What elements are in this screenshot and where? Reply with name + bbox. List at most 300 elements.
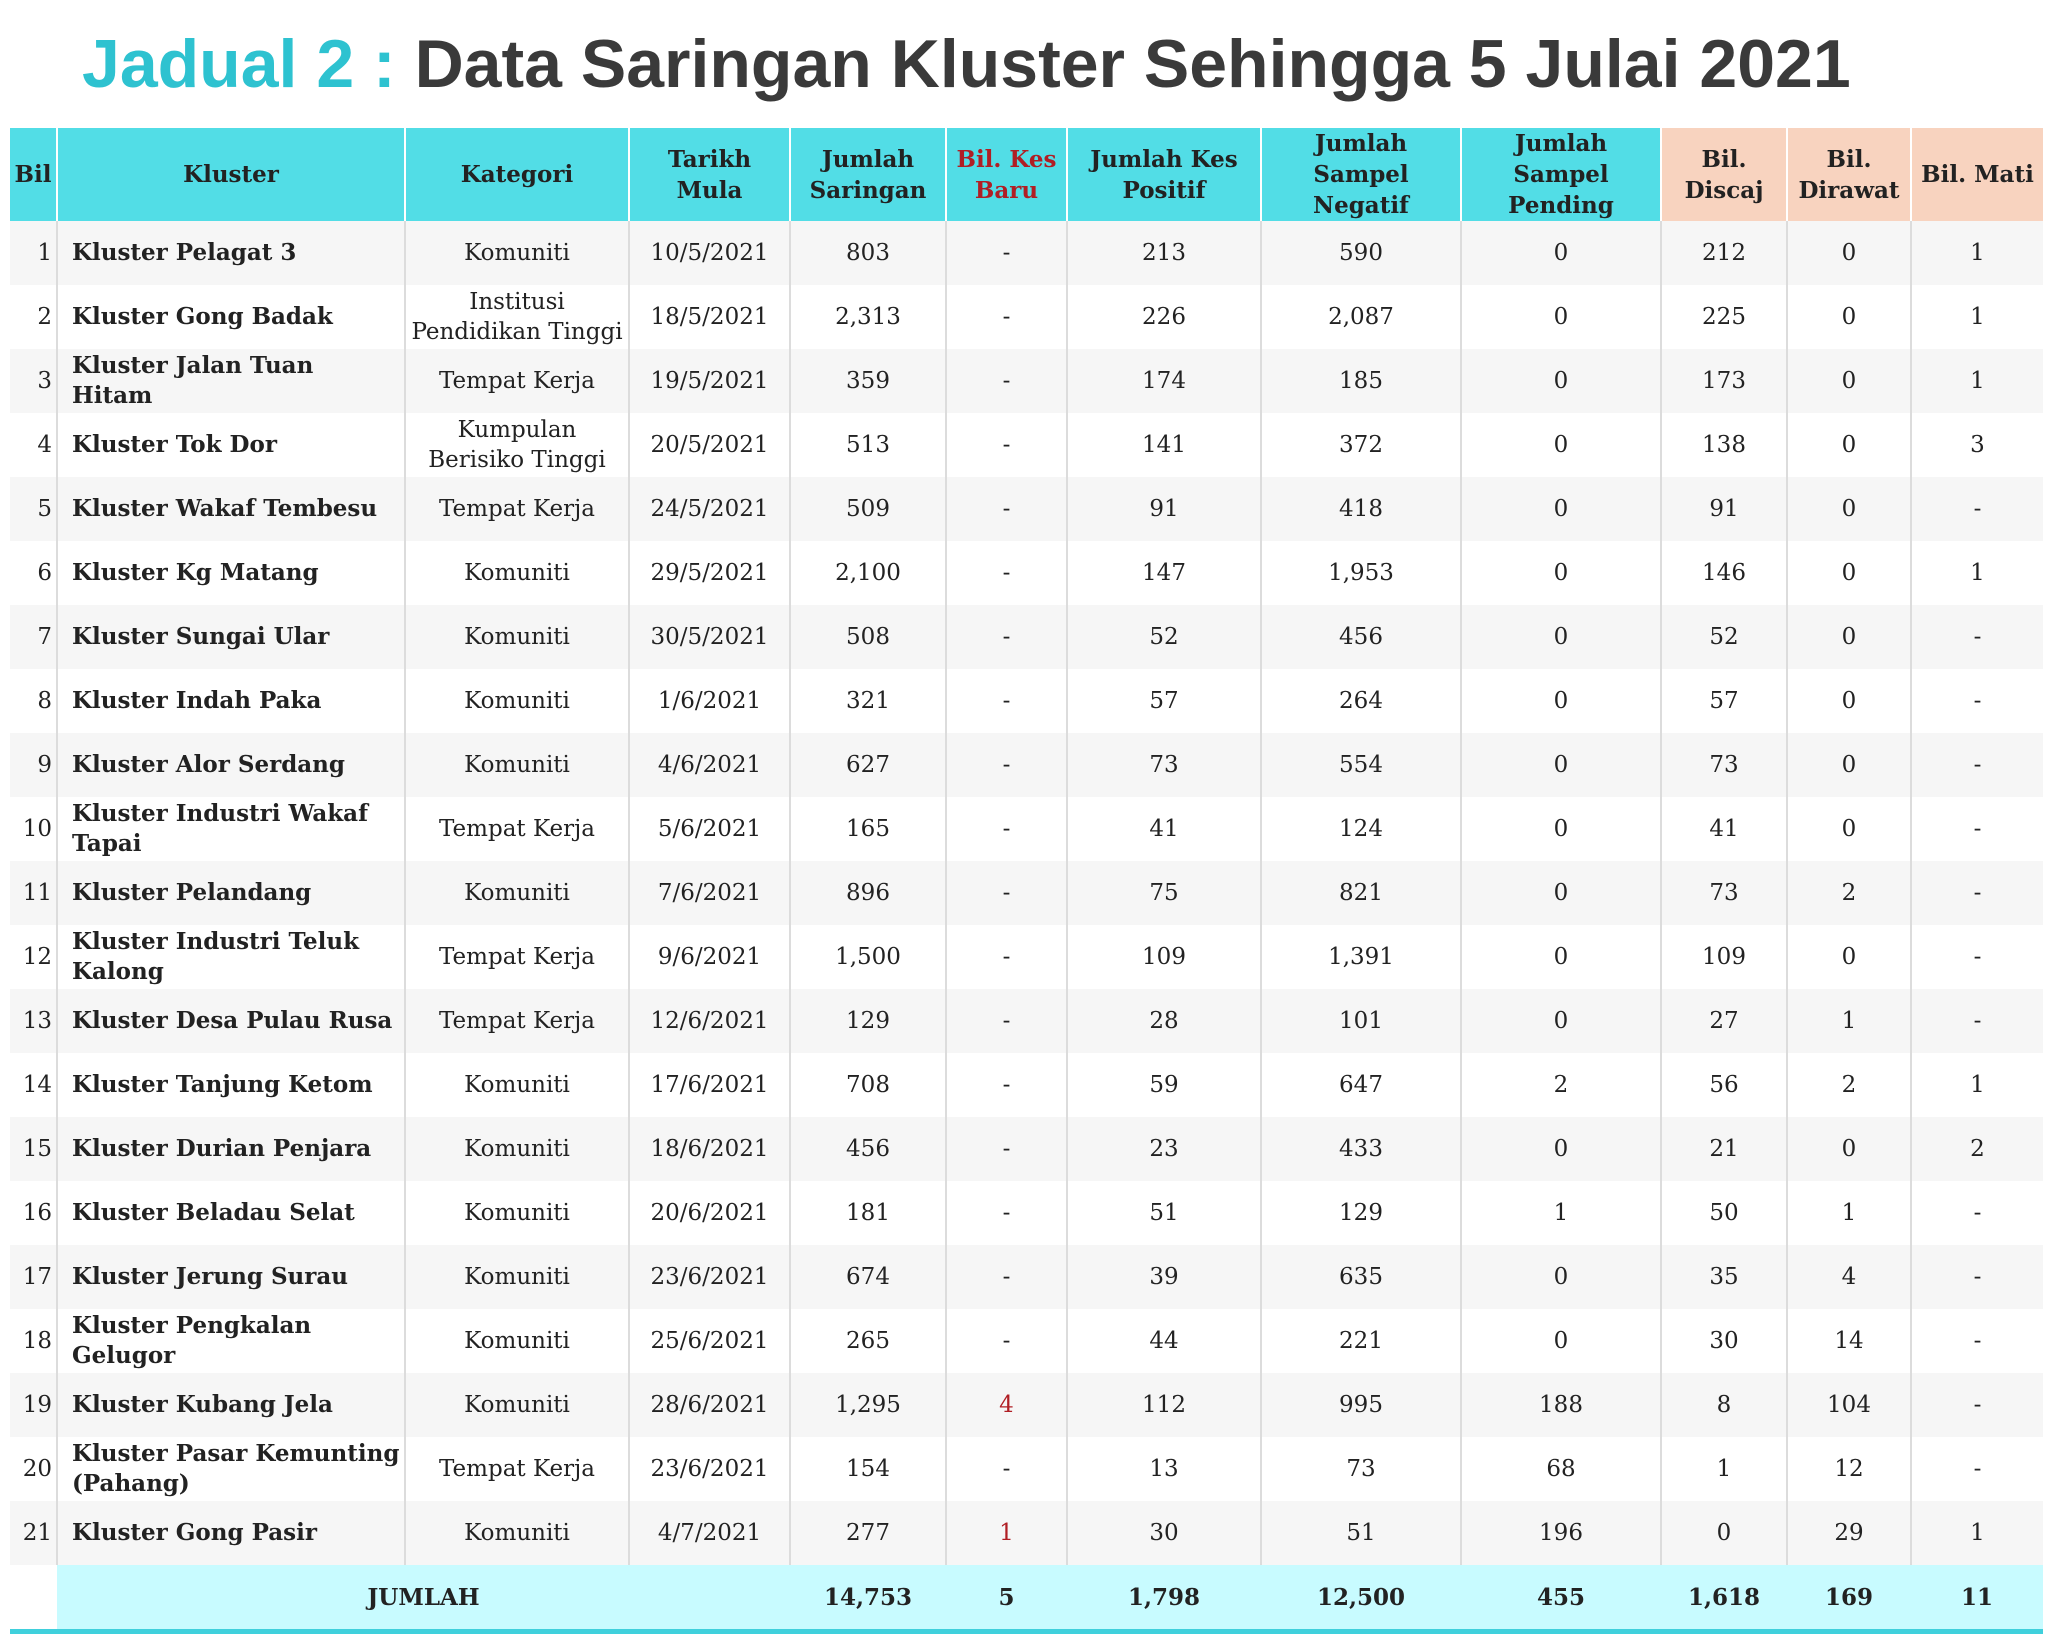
cell-saringan: 674 [790, 1245, 946, 1309]
cell-bil: 7 [10, 605, 57, 669]
cell-kategori: Institusi Pendidikan Tinggi [405, 285, 629, 349]
cell-kes-baru: 1 [946, 1501, 1067, 1565]
cell-saringan: 1,295 [790, 1373, 946, 1437]
total-row [10, 1565, 2043, 1632]
cell-kluster: Kluster Sungai Ular [57, 605, 405, 669]
cell-dirawat: 0 [1787, 925, 1911, 989]
cell-kategori: Tempat Kerja [405, 925, 629, 989]
cell-kategori: Tempat Kerja [405, 1437, 629, 1501]
cell-mati: - [1911, 669, 2043, 733]
cell-bil: 19 [10, 1373, 57, 1437]
cell-kes-baru: - [946, 477, 1067, 541]
cell-dirawat: 0 [1787, 541, 1911, 605]
cell-kategori: Komuniti [405, 861, 629, 925]
cell-bil: 21 [10, 1501, 57, 1565]
header-mati: Bil. Mati [1911, 128, 2043, 221]
cell-negatif: 590 [1261, 221, 1461, 285]
cell-saringan: 2,100 [790, 541, 946, 605]
cell-kes-baru: - [946, 541, 1067, 605]
cell-discaj: 173 [1661, 349, 1787, 413]
cell-bil: 11 [10, 861, 57, 925]
cell-kluster: Kluster Tanjung Ketom [57, 1053, 405, 1117]
cell-positif: 13 [1067, 1437, 1261, 1501]
total-pending: 455 [1461, 1565, 1661, 1632]
cell-kluster: Kluster Alor Serdang [57, 733, 405, 797]
table-row [10, 605, 2043, 669]
cell-saringan: 508 [790, 605, 946, 669]
cell-dirawat: 0 [1787, 221, 1911, 285]
cell-tarikh: 19/5/2021 [629, 349, 790, 413]
cell-tarikh: 20/6/2021 [629, 1181, 790, 1245]
cell-pending: 1 [1461, 1181, 1661, 1245]
cell-mati: - [1911, 989, 2043, 1053]
cell-bil: 16 [10, 1181, 57, 1245]
cell-bil: 12 [10, 925, 57, 989]
cell-mati: 1 [1911, 1501, 2043, 1565]
cell-kluster: Kluster Pengkalan Gelugor [57, 1309, 405, 1373]
cell-positif: 30 [1067, 1501, 1261, 1565]
cell-kategori: Komuniti [405, 541, 629, 605]
header-positif: Jumlah Kes Positif [1067, 128, 1261, 221]
cell-discaj: 0 [1661, 1501, 1787, 1565]
table-row [10, 413, 2043, 477]
cell-mati: - [1911, 1437, 2043, 1501]
cell-kes-baru: - [946, 1309, 1067, 1373]
cell-saringan: 181 [790, 1181, 946, 1245]
cell-tarikh: 9/6/2021 [629, 925, 790, 989]
cell-dirawat: 12 [1787, 1437, 1911, 1501]
cell-negatif: 2,087 [1261, 285, 1461, 349]
cell-dirawat: 0 [1787, 733, 1911, 797]
cell-dirawat: 14 [1787, 1309, 1911, 1373]
cell-positif: 41 [1067, 797, 1261, 861]
table-row [10, 1053, 2043, 1117]
cell-kes-baru: - [946, 413, 1067, 477]
cell-pending: 0 [1461, 669, 1661, 733]
cell-saringan: 154 [790, 1437, 946, 1501]
cell-kategori: Komuniti [405, 1373, 629, 1437]
cluster-table [10, 128, 2043, 1634]
total-kes-baru: 5 [946, 1565, 1067, 1632]
header-tarikh: Tarikh Mula [629, 128, 790, 221]
cell-positif: 51 [1067, 1181, 1261, 1245]
cell-tarikh: 10/5/2021 [629, 221, 790, 285]
header-kluster: Kluster [57, 128, 405, 221]
cell-positif: 52 [1067, 605, 1261, 669]
cell-kluster: Kluster Tok Dor [57, 413, 405, 477]
header-dirawat: Bil. Dirawat [1787, 128, 1911, 221]
cell-discaj: 146 [1661, 541, 1787, 605]
cell-negatif: 635 [1261, 1245, 1461, 1309]
cell-saringan: 359 [790, 349, 946, 413]
cell-tarikh: 4/7/2021 [629, 1501, 790, 1565]
cell-kluster: Kluster Kubang Jela [57, 1373, 405, 1437]
cell-mati: 1 [1911, 221, 2043, 285]
cell-pending: 0 [1461, 477, 1661, 541]
cell-kluster: Kluster Durian Penjara [57, 1117, 405, 1181]
cell-positif: 141 [1067, 413, 1261, 477]
cell-mati: - [1911, 1181, 2043, 1245]
cell-positif: 23 [1067, 1117, 1261, 1181]
header-kategori: Kategori [405, 128, 629, 221]
header-discaj: Bil. Discaj [1661, 128, 1787, 221]
cell-tarikh: 12/6/2021 [629, 989, 790, 1053]
cell-dirawat: 29 [1787, 1501, 1911, 1565]
cell-mati: 1 [1911, 541, 2043, 605]
cell-kes-baru: - [946, 1245, 1067, 1309]
table-row [10, 1501, 2043, 1565]
total-discaj: 1,618 [1661, 1565, 1787, 1632]
cell-positif: 39 [1067, 1245, 1261, 1309]
cell-bil: 9 [10, 733, 57, 797]
cell-bil: 5 [10, 477, 57, 541]
cell-negatif: 554 [1261, 733, 1461, 797]
cell-positif: 57 [1067, 669, 1261, 733]
cell-kes-baru: - [946, 349, 1067, 413]
cell-pending: 0 [1461, 541, 1661, 605]
cell-kluster: Kluster Gong Badak [57, 285, 405, 349]
cell-positif: 147 [1067, 541, 1261, 605]
cell-dirawat: 0 [1787, 349, 1911, 413]
cell-tarikh: 23/6/2021 [629, 1245, 790, 1309]
cell-dirawat: 104 [1787, 1373, 1911, 1437]
cell-pending: 0 [1461, 413, 1661, 477]
cell-positif: 91 [1067, 477, 1261, 541]
table-row [10, 1437, 2043, 1501]
cell-kategori: Komuniti [405, 605, 629, 669]
cell-negatif: 456 [1261, 605, 1461, 669]
cell-dirawat: 0 [1787, 669, 1911, 733]
cell-kluster: Kluster Pasar Kemunting (Pahang) [57, 1437, 405, 1501]
cell-bil: 13 [10, 989, 57, 1053]
cell-tarikh: 25/6/2021 [629, 1309, 790, 1373]
cell-dirawat: 0 [1787, 605, 1911, 669]
cell-bil: 20 [10, 1437, 57, 1501]
cell-saringan: 803 [790, 221, 946, 285]
cell-tarikh: 4/6/2021 [629, 733, 790, 797]
cell-kategori: Komuniti [405, 669, 629, 733]
cell-kes-baru: - [946, 605, 1067, 669]
total-spacer [10, 1565, 57, 1632]
cell-kes-baru: - [946, 1181, 1067, 1245]
cell-saringan: 627 [790, 733, 946, 797]
table-header [10, 128, 2043, 221]
cell-positif: 28 [1067, 989, 1261, 1053]
table-row [10, 349, 2043, 413]
cell-tarikh: 1/6/2021 [629, 669, 790, 733]
cell-positif: 73 [1067, 733, 1261, 797]
cell-tarikh: 28/6/2021 [629, 1373, 790, 1437]
cell-dirawat: 1 [1787, 1181, 1911, 1245]
cell-kluster: Kluster Jerung Surau [57, 1245, 405, 1309]
cell-mati: 3 [1911, 413, 2043, 477]
cell-pending: 0 [1461, 989, 1661, 1053]
header-negatif: Jumlah Sampel Negatif [1261, 128, 1461, 221]
table-row [10, 861, 2043, 925]
cell-discaj: 52 [1661, 605, 1787, 669]
table-row [10, 1245, 2043, 1309]
cell-discaj: 109 [1661, 925, 1787, 989]
cell-negatif: 101 [1261, 989, 1461, 1053]
cell-negatif: 1,953 [1261, 541, 1461, 605]
table-row [10, 1117, 2043, 1181]
cell-dirawat: 0 [1787, 477, 1911, 541]
cell-kategori: Kumpulan Berisiko Tinggi [405, 413, 629, 477]
cell-dirawat: 0 [1787, 413, 1911, 477]
cell-positif: 44 [1067, 1309, 1261, 1373]
cell-tarikh: 18/6/2021 [629, 1117, 790, 1181]
cell-discaj: 30 [1661, 1309, 1787, 1373]
cell-kategori: Komuniti [405, 1309, 629, 1373]
cell-dirawat: 2 [1787, 861, 1911, 925]
cell-kluster: Kluster Kg Matang [57, 541, 405, 605]
header-kes-baru: Bil. Kes Baru [946, 128, 1067, 221]
cell-bil: 17 [10, 1245, 57, 1309]
table-row [10, 669, 2043, 733]
cell-pending: 0 [1461, 861, 1661, 925]
title-main: Data Saringan Kluster Sehingga 5 Julai 2021 [414, 26, 1851, 102]
cell-tarikh: 5/6/2021 [629, 797, 790, 861]
cell-dirawat: 0 [1787, 797, 1911, 861]
total-mati: 11 [1911, 1565, 2043, 1632]
cell-pending: 0 [1461, 1245, 1661, 1309]
cell-saringan: 896 [790, 861, 946, 925]
cell-dirawat: 1 [1787, 989, 1911, 1053]
cell-discaj: 27 [1661, 989, 1787, 1053]
cell-kes-baru: - [946, 861, 1067, 925]
cell-negatif: 185 [1261, 349, 1461, 413]
table-body [10, 221, 2043, 1565]
cell-bil: 4 [10, 413, 57, 477]
cell-dirawat: 2 [1787, 1053, 1911, 1117]
header-bil: Bil [10, 128, 57, 221]
cell-negatif: 73 [1261, 1437, 1461, 1501]
total-label: JUMLAH [57, 1565, 790, 1632]
cell-pending: 68 [1461, 1437, 1661, 1501]
cell-pending: 0 [1461, 733, 1661, 797]
cell-mati: - [1911, 861, 2043, 925]
table-row [10, 477, 2043, 541]
table-row [10, 541, 2043, 605]
cell-kes-baru: - [946, 989, 1067, 1053]
cell-discaj: 50 [1661, 1181, 1787, 1245]
table-row [10, 733, 2043, 797]
cell-bil: 6 [10, 541, 57, 605]
cell-negatif: 418 [1261, 477, 1461, 541]
cell-pending: 0 [1461, 1309, 1661, 1373]
cell-negatif: 264 [1261, 669, 1461, 733]
header-pending: Jumlah Sampel Pending [1461, 128, 1661, 221]
cell-pending: 0 [1461, 605, 1661, 669]
cell-mati: 1 [1911, 349, 2043, 413]
cell-kluster: Kluster Wakaf Tembesu [57, 477, 405, 541]
cell-mati: - [1911, 1373, 2043, 1437]
cell-positif: 75 [1067, 861, 1261, 925]
cell-discaj: 212 [1661, 221, 1787, 285]
cell-tarikh: 23/6/2021 [629, 1437, 790, 1501]
total-negatif: 12,500 [1261, 1565, 1461, 1632]
cell-kluster: Kluster Industri Teluk Kalong [57, 925, 405, 989]
cell-mati: - [1911, 1245, 2043, 1309]
cell-pending: 0 [1461, 221, 1661, 285]
cell-dirawat: 0 [1787, 285, 1911, 349]
table-row [10, 797, 2043, 861]
table-total [10, 1565, 2043, 1632]
cell-negatif: 647 [1261, 1053, 1461, 1117]
cell-kategori: Komuniti [405, 1181, 629, 1245]
cell-kategori: Tempat Kerja [405, 349, 629, 413]
cell-negatif: 995 [1261, 1373, 1461, 1437]
cell-tarikh: 17/6/2021 [629, 1053, 790, 1117]
total-saringan: 14,753 [790, 1565, 946, 1632]
cell-mati: - [1911, 605, 2043, 669]
cell-negatif: 433 [1261, 1117, 1461, 1181]
cell-mati: - [1911, 925, 2043, 989]
cell-bil: 8 [10, 669, 57, 733]
cell-positif: 109 [1067, 925, 1261, 989]
cell-kluster: Kluster Pelagat 3 [57, 221, 405, 285]
cell-discaj: 73 [1661, 861, 1787, 925]
cell-kluster: Kluster Pelandang [57, 861, 405, 925]
cell-kes-baru: - [946, 669, 1067, 733]
cell-saringan: 513 [790, 413, 946, 477]
cell-kes-baru: - [946, 925, 1067, 989]
cell-mati: - [1911, 733, 2043, 797]
cell-bil: 2 [10, 285, 57, 349]
cell-discaj: 138 [1661, 413, 1787, 477]
cell-positif: 226 [1067, 285, 1261, 349]
cell-discaj: 21 [1661, 1117, 1787, 1181]
cell-discaj: 8 [1661, 1373, 1787, 1437]
table-row [10, 285, 2043, 349]
table-row [10, 989, 2043, 1053]
cell-kes-baru: - [946, 221, 1067, 285]
cell-dirawat: 0 [1787, 1117, 1911, 1181]
table-row [10, 1181, 2043, 1245]
cell-discaj: 56 [1661, 1053, 1787, 1117]
cell-discaj: 41 [1661, 797, 1787, 861]
cell-kluster: Kluster Desa Pulau Rusa [57, 989, 405, 1053]
table-row [10, 1309, 2043, 1373]
cell-kluster: Kluster Beladau Selat [57, 1181, 405, 1245]
cell-mati: - [1911, 797, 2043, 861]
cell-saringan: 265 [790, 1309, 946, 1373]
cell-negatif: 124 [1261, 797, 1461, 861]
cell-pending: 0 [1461, 797, 1661, 861]
cell-saringan: 129 [790, 989, 946, 1053]
cell-discaj: 1 [1661, 1437, 1787, 1501]
cell-saringan: 509 [790, 477, 946, 541]
page-title [82, 22, 1851, 106]
cell-mati: - [1911, 477, 2043, 541]
cell-saringan: 456 [790, 1117, 946, 1181]
cell-kategori: Komuniti [405, 1117, 629, 1181]
total-positif: 1,798 [1067, 1565, 1261, 1632]
cell-saringan: 165 [790, 797, 946, 861]
cell-positif: 59 [1067, 1053, 1261, 1117]
title-prefix: Jadual 2 : [82, 26, 396, 102]
cell-pending: 196 [1461, 1501, 1661, 1565]
cell-tarikh: 29/5/2021 [629, 541, 790, 605]
cell-mati: - [1911, 1309, 2043, 1373]
cell-mati: 2 [1911, 1117, 2043, 1181]
header-saringan: Jumlah Saringan [790, 128, 946, 221]
cell-negatif: 51 [1261, 1501, 1461, 1565]
cell-bil: 18 [10, 1309, 57, 1373]
cell-discaj: 73 [1661, 733, 1787, 797]
cell-kluster: Kluster Gong Pasir [57, 1501, 405, 1565]
cell-discaj: 225 [1661, 285, 1787, 349]
cell-bil: 3 [10, 349, 57, 413]
cell-kategori: Komuniti [405, 733, 629, 797]
cell-pending: 0 [1461, 349, 1661, 413]
cell-kluster: Kluster Jalan Tuan Hitam [57, 349, 405, 413]
cell-negatif: 372 [1261, 413, 1461, 477]
table-row [10, 221, 2043, 285]
cell-pending: 0 [1461, 285, 1661, 349]
cell-kes-baru: - [946, 1117, 1067, 1181]
cell-bil: 14 [10, 1053, 57, 1117]
cell-saringan: 1,500 [790, 925, 946, 989]
total-dirawat: 169 [1787, 1565, 1911, 1632]
cell-kes-baru: 4 [946, 1373, 1067, 1437]
cell-saringan: 277 [790, 1501, 946, 1565]
cell-saringan: 2,313 [790, 285, 946, 349]
cell-tarikh: 24/5/2021 [629, 477, 790, 541]
cell-kategori: Komuniti [405, 1053, 629, 1117]
table-row [10, 925, 2043, 989]
cell-kluster: Kluster Industri Wakaf Tapai [57, 797, 405, 861]
cell-negatif: 821 [1261, 861, 1461, 925]
cell-mati: 1 [1911, 285, 2043, 349]
cell-tarikh: 18/5/2021 [629, 285, 790, 349]
cell-tarikh: 7/6/2021 [629, 861, 790, 925]
cell-kategori: Tempat Kerja [405, 989, 629, 1053]
cell-kes-baru: - [946, 285, 1067, 349]
cell-kes-baru: - [946, 797, 1067, 861]
cell-kategori: Komuniti [405, 1501, 629, 1565]
cell-kes-baru: - [946, 1053, 1067, 1117]
cell-negatif: 1,391 [1261, 925, 1461, 989]
cell-kategori: Komuniti [405, 221, 629, 285]
cell-pending: 2 [1461, 1053, 1661, 1117]
cell-saringan: 321 [790, 669, 946, 733]
cell-kluster: Kluster Indah Paka [57, 669, 405, 733]
cell-dirawat: 4 [1787, 1245, 1911, 1309]
cell-discaj: 57 [1661, 669, 1787, 733]
cell-mati: 1 [1911, 1053, 2043, 1117]
cell-kes-baru: - [946, 1437, 1067, 1501]
cell-pending: 188 [1461, 1373, 1661, 1437]
cell-discaj: 91 [1661, 477, 1787, 541]
cell-pending: 0 [1461, 925, 1661, 989]
cell-kategori: Tempat Kerja [405, 477, 629, 541]
cell-saringan: 708 [790, 1053, 946, 1117]
cell-positif: 112 [1067, 1373, 1261, 1437]
cell-bil: 1 [10, 221, 57, 285]
cell-pending: 0 [1461, 1117, 1661, 1181]
table-row [10, 1373, 2043, 1437]
cell-bil: 10 [10, 797, 57, 861]
cell-tarikh: 20/5/2021 [629, 413, 790, 477]
cell-positif: 174 [1067, 349, 1261, 413]
cell-tarikh: 30/5/2021 [629, 605, 790, 669]
cell-positif: 213 [1067, 221, 1261, 285]
cell-kategori: Tempat Kerja [405, 797, 629, 861]
cell-discaj: 35 [1661, 1245, 1787, 1309]
cell-kategori: Komuniti [405, 1245, 629, 1309]
cell-kes-baru: - [946, 733, 1067, 797]
